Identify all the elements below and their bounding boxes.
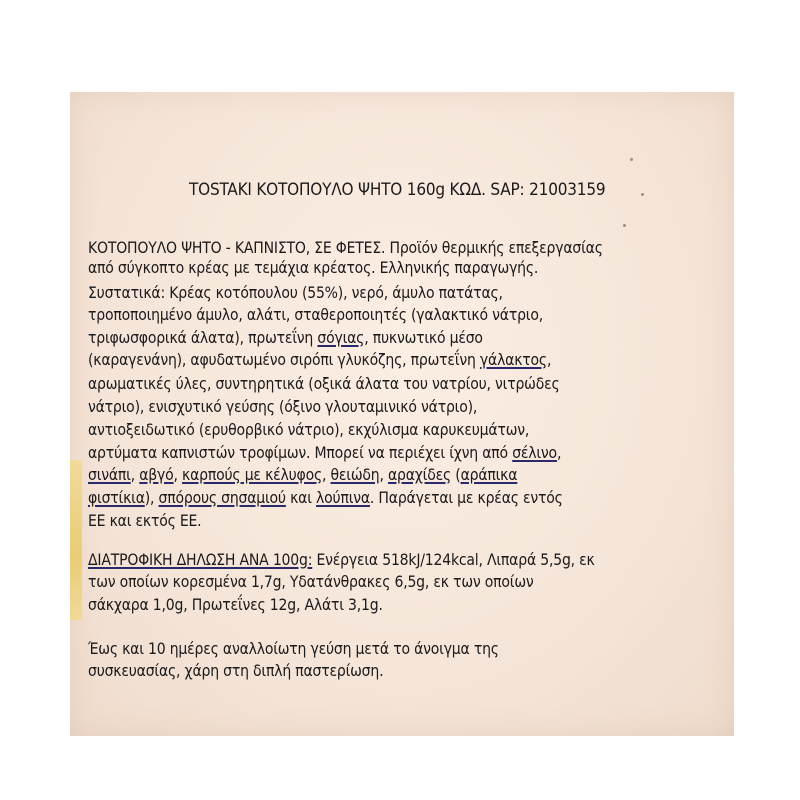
ingredients-line-2: τροποποιημένο άμυλο, αλάτι, σταθεροποιητές (γαλακτικό νάτριο,	[88, 306, 543, 324]
ingredients-line-7: αντιοξειδωτικό (ερυθορβικό νάτριο), εκχύλισμα καρυκευμάτων,	[88, 421, 530, 439]
ingredients-text: ,	[130, 466, 140, 484]
description-line-2: από σύγκοπτο κρέας με τεμάχια κρέατος. Ελληνικής παραγωγής.	[88, 259, 539, 277]
allergen-sulfites: θειώδη	[330, 466, 380, 484]
product-title: TOSTAKI ΚΟΤΟΠΟΥΛΟ ΨΗΤΟ 160g ΚΩΔ. SAP: 21003159	[189, 180, 606, 200]
nutrition-text: Ενέργεια 518kJ/124kcal, Λιπαρά 5,5g, εκ	[312, 551, 595, 569]
allergen-celery: σέλινο	[512, 444, 557, 462]
allergen-milk: γάλακτος	[479, 351, 547, 369]
ingredients-text: ,	[546, 351, 552, 369]
allergen-lupin: λούπινα	[316, 489, 370, 507]
ingredients-text: (	[451, 466, 461, 484]
print-speck	[630, 158, 633, 161]
ingredients-text: ,	[322, 466, 331, 484]
description-line-1: ΚΟΤΟΠΟΥΛΟ ΨΗΤΟ - ΚΑΠΝΙΣΤΟ, ΣΕ ΦΕΤΕΣ. Προϊόν θερμικής επεξεργασίας	[88, 239, 603, 257]
allergen-egg: αβγό	[139, 466, 174, 484]
ingredients-text: τριφωσφορικά άλατα), πρωτεΐνη	[88, 329, 318, 347]
ingredients-text: , πυκνωτικό μέσο	[364, 329, 483, 347]
ingredients-line-3	[88, 329, 483, 349]
print-speck	[623, 224, 626, 227]
nutrition-line-2: των οποίων κορεσμένα 1,7g, Υδατάνθρακες 6,5g, εκ των οποίων	[88, 573, 534, 591]
ingredients-line-9	[88, 466, 517, 486]
ingredients-text: (καραγενάνη), αφυδατωμένο σιρόπι γλυκόζης, πρωτεΐνη	[88, 351, 480, 369]
ingredients-text: . Παράγεται με κρέας εντός	[369, 489, 563, 507]
shelf-life-line-1: Έως και 10 ημέρες αναλλοίωτη γεύση μετά το άνοιγμα της	[88, 640, 499, 658]
allergen-peanuts: αραχίδες	[387, 466, 452, 484]
shelf-life-line-2: συσκευασίας, χάρη στη διπλή παστερίωση.	[88, 662, 384, 680]
ingredients-text: αρτύματα καπνιστών τροφίμων. Μπορεί να περιέχει ίχνη από	[88, 444, 513, 462]
ingredients-text: ),	[144, 489, 159, 507]
ingredients-line-5: αρωματικές ύλες, συντηρητικά (οξικά άλατα του νατρίου, νιτρώδες	[88, 375, 560, 393]
print-speck	[641, 193, 644, 196]
nutrition-line-1	[88, 551, 595, 571]
allergen-fistikia: φιστίκια	[88, 489, 145, 507]
ingredients-line-10	[88, 489, 563, 509]
allergen-soy: σόγιας	[317, 329, 365, 347]
allergen-mustard: σινάπι	[88, 466, 131, 484]
ingredients-line-11: ΕΕ και εκτός ΕΕ.	[88, 512, 202, 530]
label-edge-strip	[70, 460, 82, 620]
ingredients-line-1: Συστατικά: Κρέας κοτόπουλου (55%), νερό, άμυλο πατάτας,	[88, 284, 503, 302]
ingredients-line-6: νάτριο), ενισχυτικό γεύσης (όξινο γλουταμινικό νάτριο),	[88, 398, 478, 416]
allergen-arapika: αράπικα	[460, 466, 518, 484]
ingredients-text: ,	[379, 466, 388, 484]
nutrition-line-3: σάκχαρα 1,0g, Πρωτεΐνες 12g, Αλάτι 3,1g.	[88, 596, 383, 614]
allergen-sesame: σπόρους σησαμιού	[158, 489, 286, 507]
ingredients-text: ,	[556, 444, 562, 462]
ingredients-text: ,	[173, 466, 183, 484]
allergen-nuts: καρπούς με κέλυφος	[182, 466, 322, 484]
ingredients-text: και	[285, 489, 317, 507]
ingredients-line-4	[88, 351, 551, 371]
ingredients-line-8	[88, 444, 561, 464]
nutrition-heading: ΔΙΑΤΡΟΦΙΚΗ ΔΗΛΩΣΗ ΑΝΑ 100g:	[88, 551, 313, 569]
